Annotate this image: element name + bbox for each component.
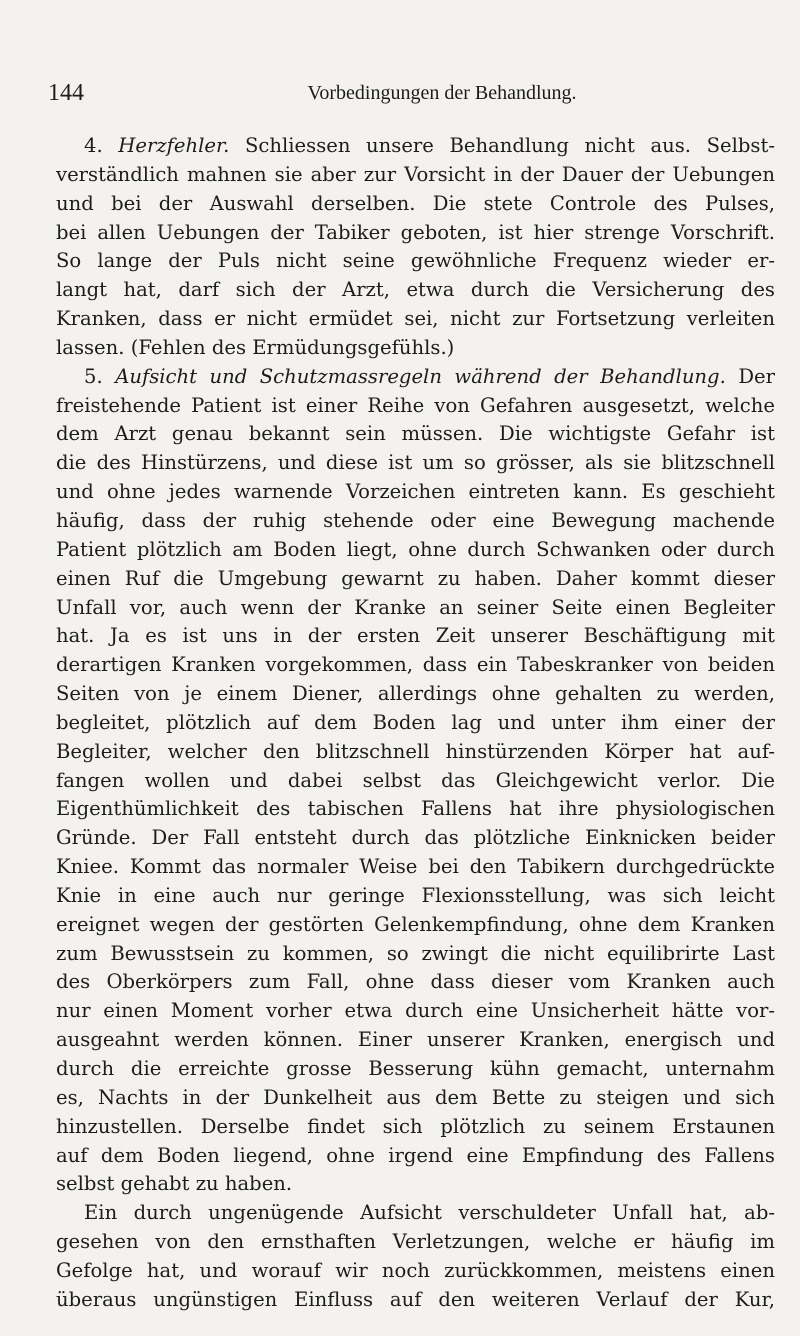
text-line: dem Arzt genau bekannt sein müssen. Die wichtigste Gefahr ist [56,422,775,446]
text-line: selbst gehabt zu haben. [56,1172,293,1196]
text-line: hinzustellen. Derselbe findet sich plötzlich zu seinem Erstaunen [56,1114,775,1138]
text-line: es, Nachts in der Dunkelheit aus dem Bette zu steigen und sich [56,1085,775,1109]
text-line: Knie in eine auch nur geringe Flexionsstellung, was sich leicht [56,883,775,907]
page-header [48,76,776,110]
text-line: fangen wollen und dabei selbst das Gleichgewicht verlor. Die [56,768,775,792]
text-line: begleitet, plötzlich auf dem Boden lag und unter ihm einer der [56,710,775,734]
text-line: die des Hinstürzens, und diese ist um so grösser, als sie blitzschnell [56,451,775,475]
text-line: Kniee. Kommt das normaler Weise bei den Tabikern durchgedrückte [56,855,775,879]
text-line: Seiten von je einem Diener, allerdings ohne gehalten zu werden, [56,682,775,706]
text-line: überaus ungünstigen Einfluss auf den weiteren Verlauf der Kur, [56,1287,775,1311]
text-line: nur einen Moment vorher etwa durch eine Unsicherheit hätte vor- [56,999,775,1023]
text-line: Eigenthümlichkeit des tabischen Fallens hat ihre physiologischen [56,797,775,821]
text-line: Patient plötzlich am Boden liegt, ohne durch Schwanken oder durch [56,537,775,561]
text-line: des Oberkörpers zum Fall, ohne dass dieser vom Kranken auch [56,970,775,994]
text-line: freistehende Patient ist einer Reihe von Gefahren ausgesetzt, welche [56,393,775,417]
text-line: derartigen Kranken vorgekommen, dass ein Tabeskranker von beiden [56,653,775,677]
text-line: hat. Ja es ist uns in der ersten Zeit unserer Beschäftigung mit [56,624,775,648]
text-line: verständlich mahnen sie aber zur Vorsicht in der Dauer der Uebungen [56,162,775,186]
text-line: langt hat, darf sich der Arzt, etwa durch die Versicherung des [56,278,775,302]
text-line: 5. Aufsicht und Schutzmassregeln während der Behandlung. Der [84,364,775,388]
text-line: gesehen von den ernsthaften Verletzungen, welche er häufig im [56,1230,775,1254]
body-text [56,132,775,1315]
page-number: 144 [48,80,84,106]
text-line: und bei der Auswahl derselben. Die stete Controle des Pulses, [56,191,775,215]
text-line: häufig, dass der ruhig stehende oder eine Bewegung machende [56,508,775,532]
text-line: durch die erreichte grosse Besserung kühn gemacht, unternahm [56,1057,775,1080]
text-line: Gründe. Der Fall entsteht durch das plötzliche Einknicken beider [56,826,775,850]
text-line: zum Bewusstsein zu kommen, so zwingt die nicht equilibrirte Last [56,941,775,965]
paragraph-unfall [56,1199,775,1314]
paragraph-herzfehler [56,132,775,363]
text-line: Ein durch ungenügende Aufsicht verschuldeter Unfall hat, ab- [84,1201,775,1225]
text-line: Unfall vor, auch wenn der Kranke an seiner Seite einen Begleiter [56,595,775,619]
text-line: ausgeahnt werden können. Einer unserer Kranken, energisch und [56,1028,775,1052]
running-head: Vorbedingungen der Behandlung. [307,82,577,104]
text-line: Gefolge hat, und worauf wir noch zurückkommen, meistens einen [56,1258,775,1282]
text-line: einen Ruf die Umgebung gewarnt zu haben. Daher kommt dieser [56,566,775,590]
text-line: 4. Herzfehler. Schliessen unsere Behandlung nicht aus. Selbst- [84,134,775,157]
text-line: ereignet wegen der gestörten Gelenkempfindung, ohne dem Kranken [56,912,775,936]
paragraph-aufsicht [56,363,775,1199]
text-line: Begleiter, welcher den blitzschnell hinstürzenden Körper hat auf- [56,739,775,763]
text-line: auf dem Boden liegend, ohne irgend eine Empfindung des Fallens [56,1143,775,1167]
text-line: lassen. (Fehlen des Ermüdungsgefühls.) [56,335,455,359]
text-line: Kranken, dass er nicht ermüdet sei, nicht zur Fortsetzung verleiten [56,307,775,331]
text-line: bei allen Uebungen der Tabiker geboten, ist hier strenge Vorschrift. [56,220,775,244]
text-line: und ohne jedes warnende Vorzeichen eintreten kann. Es geschieht [56,480,775,504]
text-line: So lange der Puls nicht seine gewöhnliche Frequenz wieder er- [56,249,775,273]
